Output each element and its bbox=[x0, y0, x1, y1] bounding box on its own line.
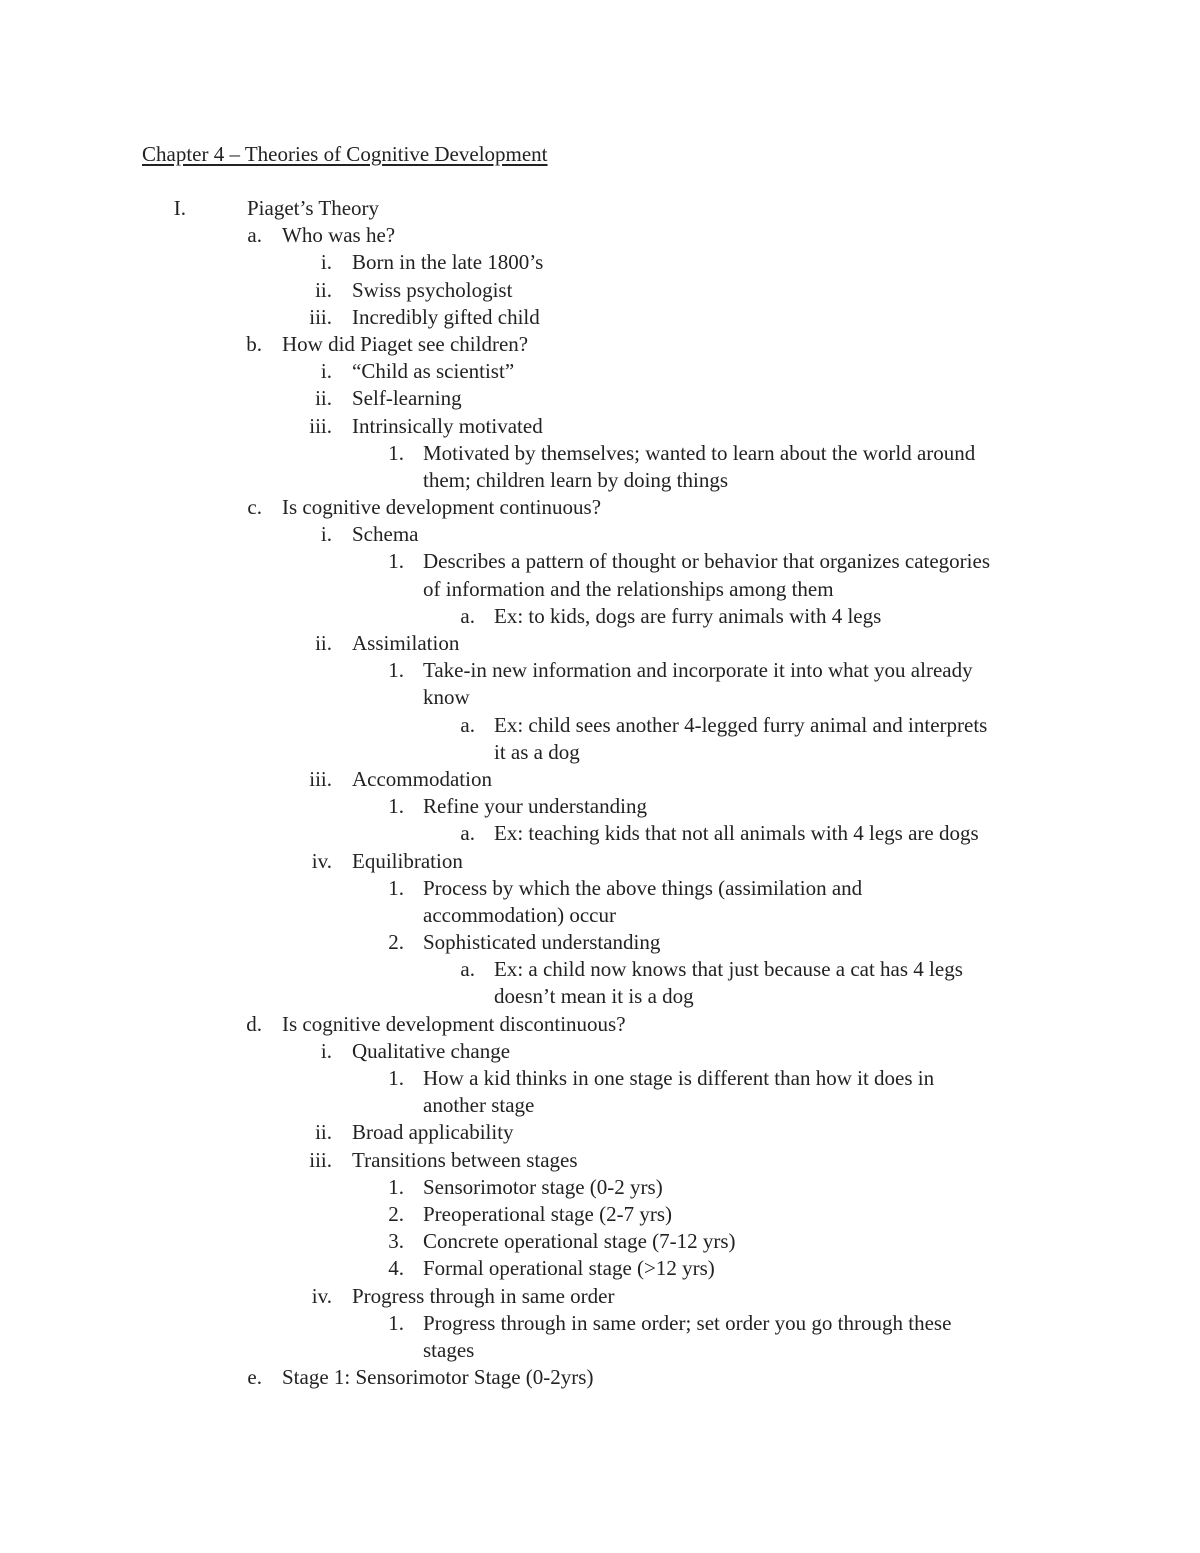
outline-marker: iv. bbox=[311, 848, 332, 873]
outline-marker: 1. bbox=[388, 794, 404, 819]
outline-marker: 2. bbox=[388, 1201, 404, 1226]
outline-list bbox=[0, 195, 1200, 1391]
outline-marker: e. bbox=[247, 1365, 262, 1390]
outline-text: “Child as scientist” bbox=[352, 359, 515, 384]
outline-item bbox=[0, 331, 1200, 358]
outline-text: Intrinsically motivated bbox=[352, 413, 543, 438]
outline-marker: i. bbox=[320, 359, 332, 384]
outline-marker: i. bbox=[320, 522, 332, 547]
outline-text: How a kid thinks in one stage is different than how it does in bbox=[423, 1066, 935, 1090]
outline-text: Process by which the above things (assimilation and bbox=[423, 875, 863, 900]
outline-text: them; children learn by doing things bbox=[423, 467, 729, 492]
outline-marker: 2. bbox=[388, 930, 404, 955]
outline-marker: a. bbox=[460, 957, 475, 982]
outline-item bbox=[0, 548, 1200, 575]
outline-item bbox=[0, 222, 1200, 249]
outline-item bbox=[0, 494, 1200, 521]
outline-item bbox=[0, 793, 1200, 820]
outline-marker: ii. bbox=[315, 386, 332, 411]
outline-item bbox=[0, 467, 1200, 494]
outline-item bbox=[0, 684, 1200, 711]
outline-text: Refine your understanding bbox=[423, 794, 647, 819]
outline-item bbox=[0, 1092, 1200, 1119]
outline-text: Preoperational stage (2-7 yrs) bbox=[423, 1201, 672, 1226]
outline-item bbox=[0, 902, 1200, 929]
outline-text: it as a dog bbox=[494, 739, 580, 764]
outline-item bbox=[0, 766, 1200, 793]
outline-marker: i. bbox=[320, 1038, 332, 1063]
outline-text: Progress through in same order; set order you go through these bbox=[423, 1310, 952, 1335]
outline-item bbox=[0, 1255, 1200, 1282]
outline-marker: 3. bbox=[388, 1229, 404, 1254]
outline-text: Sophisticated understanding bbox=[423, 930, 661, 955]
outline-item bbox=[0, 304, 1200, 331]
outline-text: Ex: a child now knows that just because a cat has 4 legs bbox=[494, 957, 963, 982]
outline-text: Qualitative change bbox=[352, 1038, 511, 1063]
outline-item bbox=[0, 1011, 1200, 1038]
outline-marker: I. bbox=[173, 196, 186, 220]
outline-marker: ii. bbox=[315, 277, 332, 302]
outline-marker: iii. bbox=[309, 304, 332, 329]
outline-text: Born in the late 1800’s bbox=[352, 250, 544, 275]
outline-text: Sensorimotor stage (0-2 yrs) bbox=[423, 1174, 663, 1199]
outline-marker: i. bbox=[320, 250, 332, 275]
outline-item bbox=[0, 358, 1200, 385]
outline-marker: 1. bbox=[388, 549, 404, 574]
outline-item bbox=[0, 712, 1200, 739]
outline-marker: 1. bbox=[388, 1066, 404, 1090]
outline-item bbox=[0, 929, 1200, 956]
outline-item bbox=[0, 1174, 1200, 1201]
outline-text: Is cognitive development discontinuous? bbox=[282, 1011, 626, 1036]
outline-item bbox=[0, 277, 1200, 304]
outline-text: Ex: child sees another 4-legged furry animal and interprets bbox=[494, 712, 988, 737]
outline-item bbox=[0, 1065, 1200, 1092]
outline-text: another stage bbox=[423, 1093, 535, 1118]
outline-marker: a. bbox=[460, 603, 475, 628]
outline-text: Swiss psychologist bbox=[352, 277, 513, 302]
outline-item bbox=[0, 576, 1200, 603]
outline-item bbox=[0, 1310, 1200, 1337]
outline-text: Broad applicability bbox=[352, 1120, 514, 1145]
outline-marker: c. bbox=[247, 495, 262, 520]
outline-text: Incredibly gifted child bbox=[352, 304, 540, 329]
outline-text: Accommodation bbox=[352, 766, 492, 791]
outline-item bbox=[0, 249, 1200, 276]
outline-marker: iii. bbox=[309, 1147, 332, 1172]
outline-item bbox=[0, 875, 1200, 902]
outline-text: Describes a pattern of thought or behavior that organizes categories bbox=[423, 549, 990, 574]
outline-text: stages bbox=[423, 1337, 475, 1362]
outline-marker: iii. bbox=[309, 766, 332, 791]
outline-item bbox=[0, 1038, 1200, 1065]
outline-marker: iii. bbox=[309, 413, 332, 438]
outline-text: Self-learning bbox=[352, 386, 462, 411]
outline-text: Formal operational stage (>12 yrs) bbox=[423, 1256, 715, 1281]
outline-text: accommodation) occur bbox=[423, 902, 616, 927]
outline-item bbox=[0, 983, 1200, 1010]
outline-marker: ii. bbox=[315, 1120, 332, 1145]
outline-text: Assimilation bbox=[352, 631, 460, 655]
outline-item bbox=[0, 956, 1200, 983]
outline-marker: 1. bbox=[388, 1310, 404, 1335]
outline-text: Piaget’s Theory bbox=[247, 196, 380, 220]
outline-marker: b. bbox=[246, 331, 262, 356]
outline-item bbox=[0, 440, 1200, 467]
outline-item bbox=[0, 1119, 1200, 1146]
outline-text: Schema bbox=[352, 522, 419, 547]
outline-text: Transitions between stages bbox=[352, 1147, 578, 1172]
outline-item bbox=[0, 657, 1200, 684]
outline-text: Progress through in same order bbox=[352, 1283, 615, 1308]
outline-item bbox=[0, 1228, 1200, 1255]
outline-text: Ex: to kids, dogs are furry animals with 4 legs bbox=[494, 603, 882, 628]
outline-item bbox=[0, 630, 1200, 657]
outline-text: Ex: teaching kids that not all animals with 4 legs are dogs bbox=[494, 821, 979, 846]
outline-text: Who was he? bbox=[282, 223, 396, 248]
outline-text: Take-in new information and incorporate it into what you already bbox=[423, 658, 973, 683]
outline-text: Stage 1: Sensorimotor Stage (0-2yrs) bbox=[282, 1365, 594, 1390]
outline-marker: a. bbox=[247, 223, 262, 248]
outline-text: Concrete operational stage (7-12 yrs) bbox=[423, 1229, 736, 1254]
outline-text: Motivated by themselves; wanted to learn about the world around bbox=[423, 440, 976, 465]
outline-item bbox=[0, 385, 1200, 412]
outline-item bbox=[0, 1147, 1200, 1174]
outline-item bbox=[0, 195, 1200, 222]
outline-item bbox=[0, 1337, 1200, 1364]
outline-marker: 1. bbox=[388, 1174, 404, 1199]
outline-marker: ii. bbox=[315, 631, 332, 655]
outline-marker: 1. bbox=[388, 875, 404, 900]
outline-marker: 1. bbox=[388, 440, 404, 465]
outline-marker: d. bbox=[246, 1011, 262, 1036]
outline-marker: iv. bbox=[311, 1283, 332, 1308]
outline-text: How did Piaget see children? bbox=[282, 331, 529, 356]
outline-item bbox=[0, 1283, 1200, 1310]
outline-marker: a. bbox=[460, 821, 475, 846]
outline-text: Is cognitive development continuous? bbox=[282, 495, 602, 520]
outline-item bbox=[0, 1364, 1200, 1391]
outline-item bbox=[0, 1201, 1200, 1228]
outline-item bbox=[0, 603, 1200, 630]
outline-item bbox=[0, 820, 1200, 847]
outline-item bbox=[0, 413, 1200, 440]
outline-text: of information and the relationships among them bbox=[423, 576, 834, 601]
outline-item bbox=[0, 739, 1200, 766]
document-title: Chapter 4 – Theories of Cognitive Development bbox=[142, 142, 548, 166]
outline-item bbox=[0, 521, 1200, 548]
outline-text: know bbox=[423, 685, 470, 710]
outline-marker: 4. bbox=[388, 1256, 404, 1281]
outline-marker: a. bbox=[460, 712, 475, 737]
outline-text: Equilibration bbox=[352, 848, 463, 873]
outline-text: doesn’t mean it is a dog bbox=[494, 984, 694, 1009]
outline-item bbox=[0, 848, 1200, 875]
outline-marker: 1. bbox=[388, 658, 404, 683]
